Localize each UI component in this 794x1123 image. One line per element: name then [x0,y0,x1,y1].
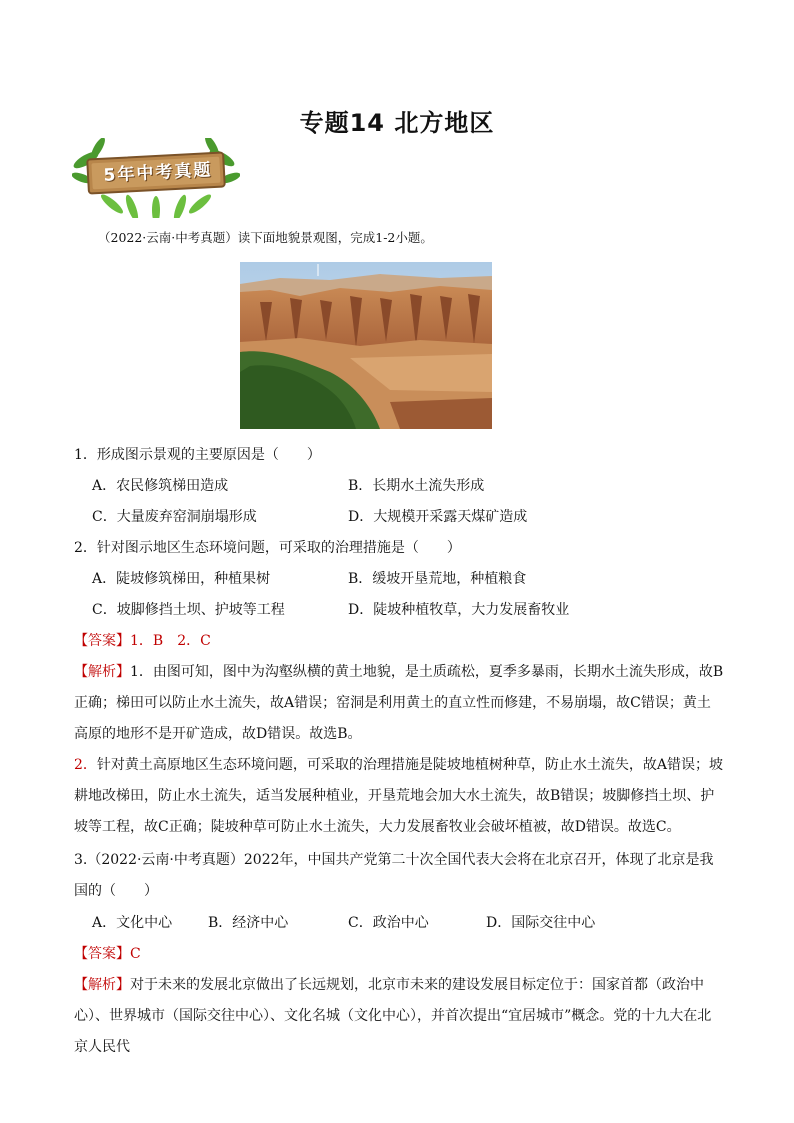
question-3-option-d: D．国际交往中心 [486,915,596,931]
question-group-intro: （2022·云南·中考真题）读下面地貌景观图，完成1-2小题。 [98,230,433,245]
question-1-option-b: B．长期水土流失形成 [348,478,485,494]
analysis-3-label: 【解析】 [74,977,130,993]
landscape-image [240,262,492,429]
question-1-stem: 1．形成图示景观的主要原因是（ ） [74,447,321,463]
analysis-1-text: 1．由图可知，图中为沟壑纵横的黄土地貌，是土质疏松，夏季多暴雨，长期水土流失形成，故B正确；梯田可以防止水土流失，故A错误；窑洞是利用黄土的直立性而修建，不易崩塌，故C错误；黄土高原的地形不是开矿造成，故D错误。故选B。 [74,664,724,742]
analysis-label: 【解析】 [74,664,130,680]
question-1-option-a: A．农民修筑梯田造成 [92,478,229,494]
question-3-stem: 3.（2022·云南·中考真题）2022年，中国共产党第二十次全国代表大会将在北京召开，体现了北京是我国的（ ） [74,852,714,899]
question-3-option-b: B．经济中心 [208,915,289,931]
question-2-option-d: D．陡坡种植牧草，大力发展畜牧业 [348,602,570,618]
question-3-option-a: A．文化中心 [92,915,173,931]
badge-text: 5年中考真题 [103,160,213,186]
analysis-2-text: 针对黄土高原地区生态环境问题，可采取的治理措施是陡坡地植树种草，防止水土流失，故A错误；坡耕地改梯田，防止水土流失，适当发展种植业，开垦荒地会加大水土流失，故B错误；坡脚修挡土坝、护坡等工程，故C正确；陡坡种草可防止水土流失，大力发展畜牧业会破坏植被，故D错误。故选C。 [74,757,724,835]
answer-text: 1．B 2．C [130,633,211,649]
question-2-stem: 2．针对图示地区生态环境问题，可采取的治理措施是（ ） [74,540,461,556]
loess-landscape-photo [240,262,492,429]
analysis-3-text: 对于未来的发展北京做出了长远规划，北京市未来的建设发展目标定位于：国家首都（政治中心）、世界城市（国际交往中心）、文化名城（文化中心），并首次提出“宜居城市”概念。党的十九大在北京人民代 [74,977,712,1055]
answer-3-label: 【答案】 [74,946,130,962]
answer-3-text: C [130,946,141,962]
question-3-option-c: C．政治中心 [348,915,429,931]
answer-3 [74,944,141,964]
question-2-option-b: B．缓坡开垦荒地，种植粮食 [348,571,527,587]
analysis-2-number: 2． [74,757,97,773]
page-title: 专题14 北方地区 [299,109,495,137]
five-year-exam-badge [72,138,240,218]
question-1-option-d: D．大规模开采露天煤矿造成 [348,509,528,525]
answer-label: 【答案】 [74,633,130,649]
analysis-3 [74,970,724,1063]
answer-1-2 [74,631,211,651]
analysis-1-2-part2 [74,750,724,843]
question-2-option-c: C．坡脚修挡土坝、护坡等工程 [92,602,285,618]
question-2-option-a: A．陡坡修筑梯田，种植果树 [92,571,271,587]
analysis-1-2-part1 [74,657,724,750]
question-1-option-c: C．大量废弃窑洞崩塌形成 [92,509,257,525]
